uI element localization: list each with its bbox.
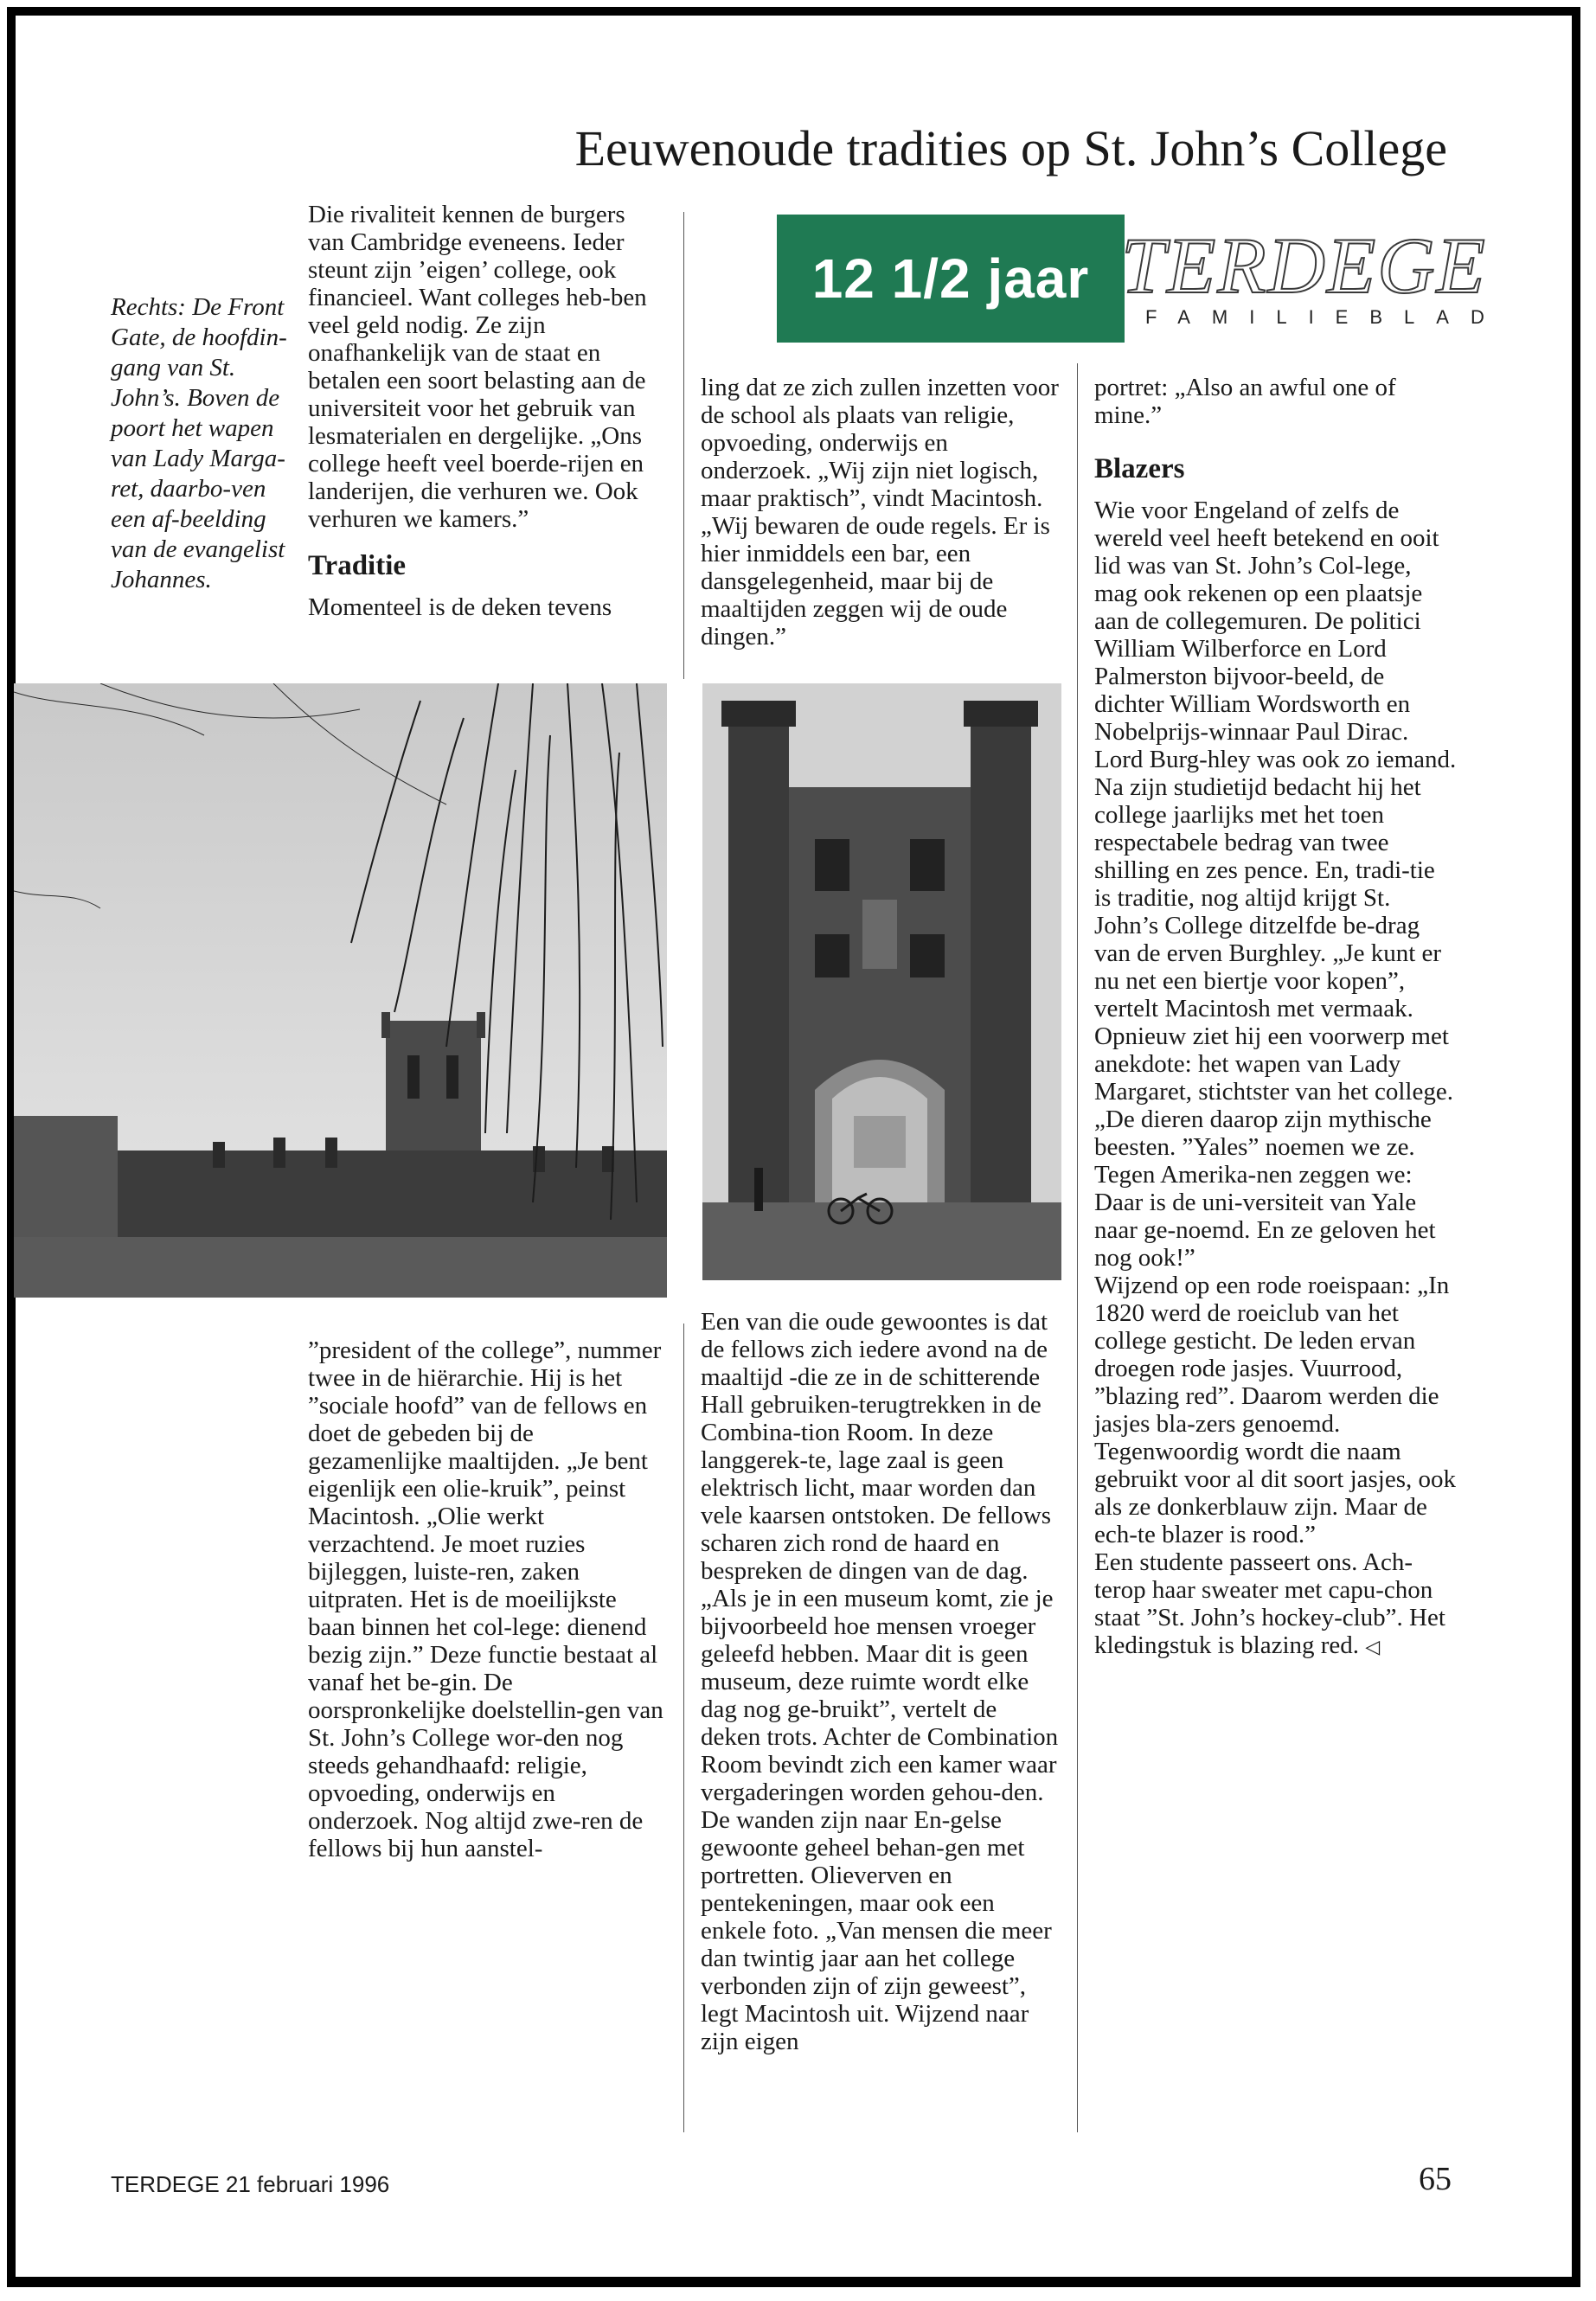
paragraph-text: Een studente passeert ons. Ach-terop haar sweater met capu-chon staat ”St. John’s hockey-club”. Het kledingstuk is blazing red. bbox=[1094, 1548, 1445, 1659]
paragraph bbox=[1094, 1548, 1458, 1661]
column-4 bbox=[1094, 374, 1458, 1661]
college-grounds-image bbox=[14, 683, 667, 1298]
subhead-blazers: Blazers bbox=[1094, 453, 1185, 484]
paragraph: Wijzend op een rode roeispaan: „In 1820 werd de roeiclub van het college gesticht. De leden ervan droegen rode jasjes. Vuurrood, ”blazing red”. Daarom werden die jasjes bla-zers genoemd. Tegenwoordig wordt die naam gebruikt voor al dit soort jasjes, ook als ze donkerblauw zijn. Maar de ech-te blazer is rood.” bbox=[1094, 1272, 1457, 1548]
paragraph: Een van die oude gewoontes is dat de fellows zich iedere avond na de maaltijd -die ze in de schitterende Hall gebruiken-terugtrekken in de Combina-tion Room. In deze langgerek-te, lage zaal is geen elektrisch licht, maar worden dan vele kaarsen ontstoken. De fellows scharen zich rond de haard en bespreken de dingen van de dag. „Als je in een museum komt, zie je bijvoorbeeld hoe mensen vroeger geleefd hebben. Maar dit is geen museum, deze ruimte wordt elke dag nog ge-bruikt”, vertelt de deken trots. Achter de Combination Room bevindt zich een kamer waar vergaderingen worden gehou-den. De wanden zijn naar En-gelse gewoonte geheel behan-gen met portretten. Olieverven en pentekeningen, maar ook een enkele foto. „Van mensen die meer dan twintig jaar aan het college verbonden zijn of zijn geweest”, legt Macintosh uit. Wijzend naar zijn eigen bbox=[701, 1308, 1059, 2055]
anniversary-banner: 12 1/2 jaar bbox=[777, 215, 1125, 343]
logo-subtitle: FAMILIEBLAD bbox=[1145, 306, 1506, 328]
column-2-bottom bbox=[308, 1336, 667, 1862]
column-3-bottom bbox=[701, 1308, 1060, 2055]
photo-front-gate bbox=[702, 683, 1061, 1280]
paragraph: ”president of the college”, nummer twee in de hiërarchie. Hij is het ”sociale hoofd” van de fellows en doet de gebeden bij de gezamenlijke maaltijden. „Je bent eigenlijk een olie-kruik”, peinst Macintosh. „Olie werkt verzachtend. Je moet ruzies bijleggen, luiste-ren, zaken uitpraten. Het is de moeilijkste baan binnen het col-lege: dienend bezig zijn.” Deze functie bestaat al vanaf het be-gin. De oorspronkelijke doelstellin-gen van St. John’s College wor-den nog steeds gehandhaafd: religie, opvoeding, onderwijs en onderzoek. Nog altijd zwe-ren de fellows bij hun aanstel- bbox=[308, 1336, 663, 1862]
issue-footer: TERDEGE 21 februari 1996 bbox=[111, 2171, 390, 2197]
photo-college-grounds bbox=[14, 683, 667, 1298]
paragraph: Wie voor Engeland of zelfs de wereld veel heeft betekend en ooit lid was van St. John’s Col-lege, mag ook rekenen op een plaatsje aan de collegemuren. De politici William Wilberforce en Lord Palmerston bijvoor-beeld, de dichter William Wordsworth en Nobelprijs-winnaar Paul Dirac. Lord Burg-hley was ook zo iemand. Na zijn studietijd bedacht hij het college jaarlijks met het toen respectabele bedrag van twee shilling en zes pence. En, tradi-tie is traditie, nog altijd krijgt St. John’s College ditzelfde be-drag van de erven Burghley. „Je kunt er nu net een biertje voor kopen”, vertelt Macintosh met vermaak. bbox=[1094, 497, 1457, 1022]
front-gate-image bbox=[702, 683, 1061, 1280]
column-rule bbox=[1077, 363, 1078, 2132]
photo-caption: Rechts: De Front Gate, de hoofdin-gang van St. John’s. Boven de poort het wapen van Lady Marga-ret, daarbo-ven een af-beelding van de evangelist Johannes. bbox=[111, 293, 287, 593]
page-title: Eeuwenoude tradities op St. John’s College bbox=[574, 120, 1447, 176]
page-number: 65 bbox=[1419, 2161, 1452, 2197]
paragraph: portret: „Also an awful one of mine.” bbox=[1094, 374, 1396, 429]
column-rule bbox=[683, 1324, 684, 2132]
paragraph: Momenteel is de deken tevens bbox=[308, 593, 612, 621]
paragraph: Die rivaliteit kennen de burgers van Cambridge eveneens. Ieder steunt zijn ’eigen’ college, ook financieel. Want colleges heb-ben veel geld nodig. Ze zijn onafhankelijk van de staat en betalen een soort belasting aan de universiteit voor het gebruik van lesmaterialen en dergelijke. „Ons college heeft veel boerde-rijen en landerijen, die verhuren we. Ook verhuren we kamers.” bbox=[308, 201, 647, 533]
column-3-top bbox=[701, 374, 1060, 651]
paragraph: Opnieuw ziet hij een voorwerp met anekdote: het wapen van Lady Margaret, stichtster van het college. „De dieren daarop zijn mythische beesten. ”Yales” noemen we ze. Tegen Amerika-nen zeggen we: Daar is de uni-versiteit van Yale naar ge-noemd. En ze geloven het nog ook!” bbox=[1094, 1022, 1453, 1272]
column-2-top bbox=[308, 201, 658, 621]
subhead-traditie: Traditie bbox=[308, 550, 407, 581]
logo-wordmark: TERDEGE bbox=[1121, 221, 1487, 310]
end-mark-icon: ◁ bbox=[1365, 1636, 1381, 1657]
terdege-logo bbox=[1116, 221, 1506, 328]
paragraph: ling dat ze zich zullen inzetten voor de school als plaats van religie, opvoeding, onderwijs en onderzoek. „Wij zijn niet logisch, maar praktisch”, vindt Macintosh. „Wij bewaren de oude regels. Er is hier inmiddels een bar, een dansgelegenheid, maar bij de maaltijden zeggen wij de oude dingen.” bbox=[701, 374, 1059, 651]
column-rule bbox=[683, 212, 684, 679]
